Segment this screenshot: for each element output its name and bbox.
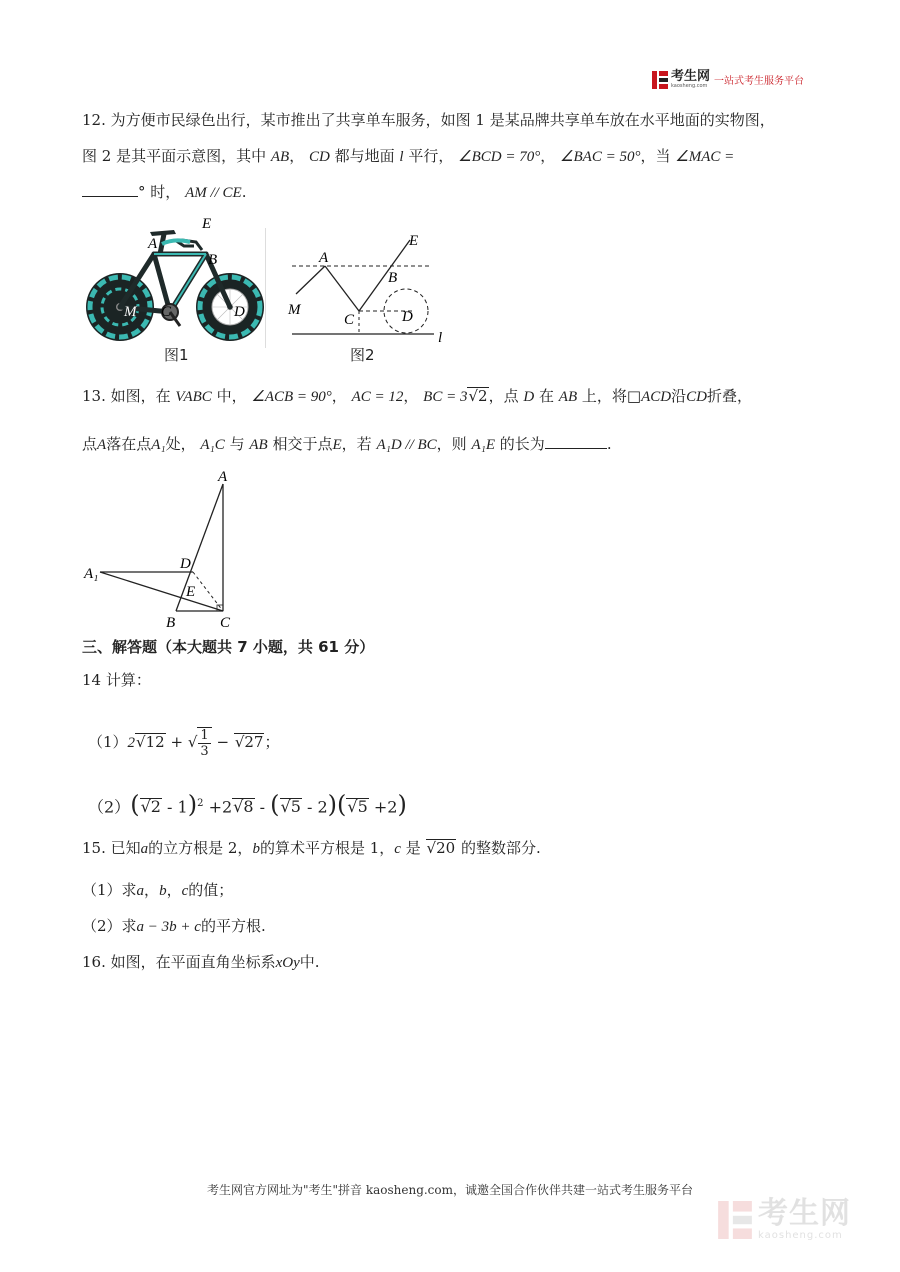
q14-part-label: （2） — [88, 797, 131, 817]
fig13-label-e: E — [186, 584, 196, 600]
q12-text: ， — [540, 147, 556, 165]
q13-text: ， — [331, 387, 347, 405]
fig2-label-c: C — [344, 312, 355, 328]
q13-math-ac: AC = 12 — [351, 389, 404, 405]
q15-math-c: c — [181, 883, 189, 899]
q12-math-bac: ∠BAC = 50° — [560, 149, 641, 165]
q13-text: 的长为 — [499, 435, 545, 453]
q12-text: . — [241, 183, 247, 201]
q15-math-b: b — [159, 883, 167, 899]
q13-text: 沿 — [671, 387, 687, 405]
q12-text: 图 2 是其平面示意图，其中 — [82, 147, 267, 165]
q13-text: ，若 — [341, 435, 372, 453]
q14-fraction: $\frac{1}{3}$ — [200, 727, 209, 759]
q15-text: （2）求 — [82, 917, 137, 935]
q13-line2 — [82, 434, 612, 455]
q13-math-a1c: A₁C — [200, 437, 225, 453]
fig13-label-a: A — [218, 469, 228, 485]
fig13-label-c: C — [220, 615, 231, 631]
q16-line1 — [82, 952, 320, 973]
section-title: 三、解答题（本大题共 7 小题，共 61 分） — [82, 638, 375, 656]
q13-text: 与 — [229, 435, 245, 453]
bicycle-schematic-diagram — [282, 226, 457, 346]
q13-math-parallel: A₁D // BC — [376, 437, 437, 453]
q14-part-label: （1） — [88, 733, 128, 751]
fig1-label-a: A — [148, 236, 158, 252]
q16-math-xoy: xOy — [275, 955, 300, 971]
fig2-label-a: A — [319, 250, 329, 266]
q14-math: - 2 — [301, 797, 328, 817]
q13-math-triangle: VABC — [175, 389, 212, 405]
header-logo[interactable] — [652, 70, 804, 89]
q15-text: 15. 已知 — [82, 839, 141, 857]
q15-math-expr: a − 3b + c — [136, 919, 201, 935]
q14-text: ； — [264, 733, 280, 751]
segment-ce — [359, 240, 410, 311]
q13-answer-blank — [545, 434, 607, 449]
q12-math-am-ce: AM // CE — [185, 185, 242, 201]
q13-math-a1: A₁ — [151, 437, 166, 453]
q13-math-angle: ∠ACB = 90° — [251, 389, 332, 405]
q13-text: 点 — [82, 435, 98, 453]
q13-math-acd: ACD — [641, 389, 672, 405]
fig2-label-e: E — [409, 233, 419, 249]
watermark-logo — [718, 1198, 851, 1241]
q12-text: ， — [289, 147, 305, 165]
logo-text: 考生网 — [671, 69, 711, 84]
q12-math-mac: ∠MAC = — [675, 149, 735, 165]
bicycle-photo — [78, 212, 270, 344]
q13-math-e: E — [332, 437, 342, 453]
q13-text: ，点 — [488, 387, 519, 405]
q15-text: （1）求 — [82, 881, 137, 899]
q13-text: 折叠， — [706, 387, 752, 405]
q12-math-l: l — [399, 149, 404, 165]
q14-math: - 1 — [161, 797, 188, 817]
q14-exponent: 2 — [197, 798, 204, 809]
q13-text: 相交于点 — [272, 435, 333, 453]
q13-text: 处， — [165, 435, 196, 453]
q14-radicand: 5 — [357, 797, 368, 817]
q16-text: 16. 如图，在平面直角坐标系 — [82, 953, 276, 971]
q15-sub1 — [82, 880, 233, 901]
q14-radicand: 8 — [243, 797, 254, 817]
q12-text: ，当 — [640, 147, 671, 165]
kaosheng-logo-icon — [652, 71, 668, 89]
q13-text: 在 — [539, 387, 555, 405]
fig1-label-m: M — [124, 304, 137, 320]
q12-text: 平行， — [408, 147, 454, 165]
fig13-label-b: B — [166, 615, 176, 631]
q15-math-b: b — [252, 841, 260, 857]
fig2-label-l: l — [438, 330, 443, 346]
fig13-label-a1: A₁ — [84, 566, 99, 582]
q15-text: 是 — [405, 839, 421, 857]
q14-radicand: 12 — [145, 733, 165, 751]
fig1-label-e: E — [202, 216, 212, 232]
fig2-label-m: M — [288, 302, 301, 318]
q15-text: 的算术平方根是 1， — [259, 839, 395, 857]
segment-ab — [176, 484, 223, 611]
q12-text: 都与地面 — [334, 147, 395, 165]
q12-text: ° 时， — [138, 183, 181, 201]
fig2-label-b: B — [388, 270, 398, 286]
q13-text: ，则 — [436, 435, 467, 453]
figure-divider — [265, 228, 266, 348]
q12-line2 — [82, 146, 734, 167]
fig1-label-c: C — [161, 304, 172, 320]
q15-sub2 — [82, 916, 266, 937]
watermark-text: 考生网 — [758, 1196, 851, 1231]
q15-text: ， — [144, 881, 160, 899]
q12-math-bcd: ∠BCD = 70° — [458, 149, 541, 165]
q14-math: - — [254, 797, 271, 817]
page-footer: 考生网官方网址为"考生"拼音 kaosheng.com，诚邀全国合作伙伴共建一站式考生服务平台 — [206, 1183, 694, 1197]
watermark-logo-icon — [718, 1201, 752, 1239]
segment-ac — [325, 266, 359, 311]
q15-text: 的整数部分. — [460, 839, 541, 857]
q13-math-a: A — [97, 437, 107, 453]
q13-text: 落在点 — [106, 435, 152, 453]
q12-math-ab: AB — [270, 149, 290, 165]
q14-part2: （2）(√2 - 1)$^2$ +2√8 - (√5 - 2)(√5 +2) — [88, 790, 407, 819]
q13-text: . — [606, 435, 612, 453]
q14-radicand: 2 — [150, 797, 161, 817]
q14-math: 2 — [127, 735, 136, 751]
q15-text: 的平方根. — [200, 917, 266, 935]
q14-math: − — [216, 733, 230, 751]
q13-radicand: 2 — [478, 387, 488, 405]
fig1-label-d: D — [234, 304, 245, 320]
q13-math-bc: BC = 3 — [423, 389, 468, 405]
q15-math-c: c — [394, 841, 401, 857]
q15-math-a: a — [140, 841, 149, 857]
q13-line1: 13. 如图，在 VABC 中， ∠ACB = 90°， AC = 12， BC = 3√2，点 D 在 AB 上，将□ACD沿CD折叠， — [82, 387, 752, 405]
q12-line1: 12. 为方便市民绿色出行，某市推出了共享单车服务，如图 1 是某品牌共享单车放在水平地面的实物图， — [82, 111, 775, 129]
q15-text: 的立方根是 2， — [148, 839, 253, 857]
q13-text: ， — [403, 387, 419, 405]
q16-text: 中. — [299, 953, 320, 971]
q12-answer-blank — [82, 182, 138, 197]
q14-math: +2 — [368, 797, 398, 817]
q12-math-cd: CD — [309, 149, 330, 165]
q13-text: 上，将□ — [581, 387, 642, 405]
q13-math-a1e: A₁E — [471, 437, 496, 453]
q14-math: +2 — [208, 797, 233, 817]
q15-text: ， — [166, 881, 182, 899]
fig13-label-d: D — [180, 556, 191, 572]
fig2-label-d: D — [402, 309, 413, 325]
q12-line3 — [82, 182, 247, 203]
logo-domain: kaosheng.com — [671, 83, 708, 89]
q14-radicand: 27 — [244, 733, 264, 751]
q13-text: 中， — [216, 387, 247, 405]
q13-math-cd: CD — [686, 389, 707, 405]
q15-radicand: 20 — [436, 839, 456, 857]
q14-part1: （1）2√12 + √ $\frac{1}{3}$ − √27； — [88, 727, 280, 759]
q13-math-ab: AB — [558, 389, 578, 405]
q15-line1: 15. 已知a的立方根是 2，b的算术平方根是 1，c 是 √20 的整数部分. — [82, 839, 541, 857]
fig2-caption: 图2 — [350, 346, 375, 364]
triangle-fold-diagram — [80, 466, 250, 632]
q14-math: + — [170, 733, 184, 751]
q15-math-a: a — [136, 883, 145, 899]
fig1-label-b: B — [208, 252, 218, 268]
q15-text: 的值； — [188, 881, 234, 899]
fig1-caption: 图1 — [164, 346, 189, 364]
segment-am — [296, 266, 325, 294]
q13-math-ab: AB — [249, 437, 268, 453]
q14-title: 14 计算： — [82, 671, 151, 689]
header-slogan: 一站式考生服务平台 — [714, 76, 805, 87]
watermark-domain: kaosheng.com — [758, 1230, 843, 1241]
q13-math-d: D — [523, 389, 535, 405]
q13-text: 13. 如图，在 — [82, 387, 171, 405]
q14-radicand: 5 — [290, 797, 301, 817]
segment-a1c — [100, 572, 223, 611]
